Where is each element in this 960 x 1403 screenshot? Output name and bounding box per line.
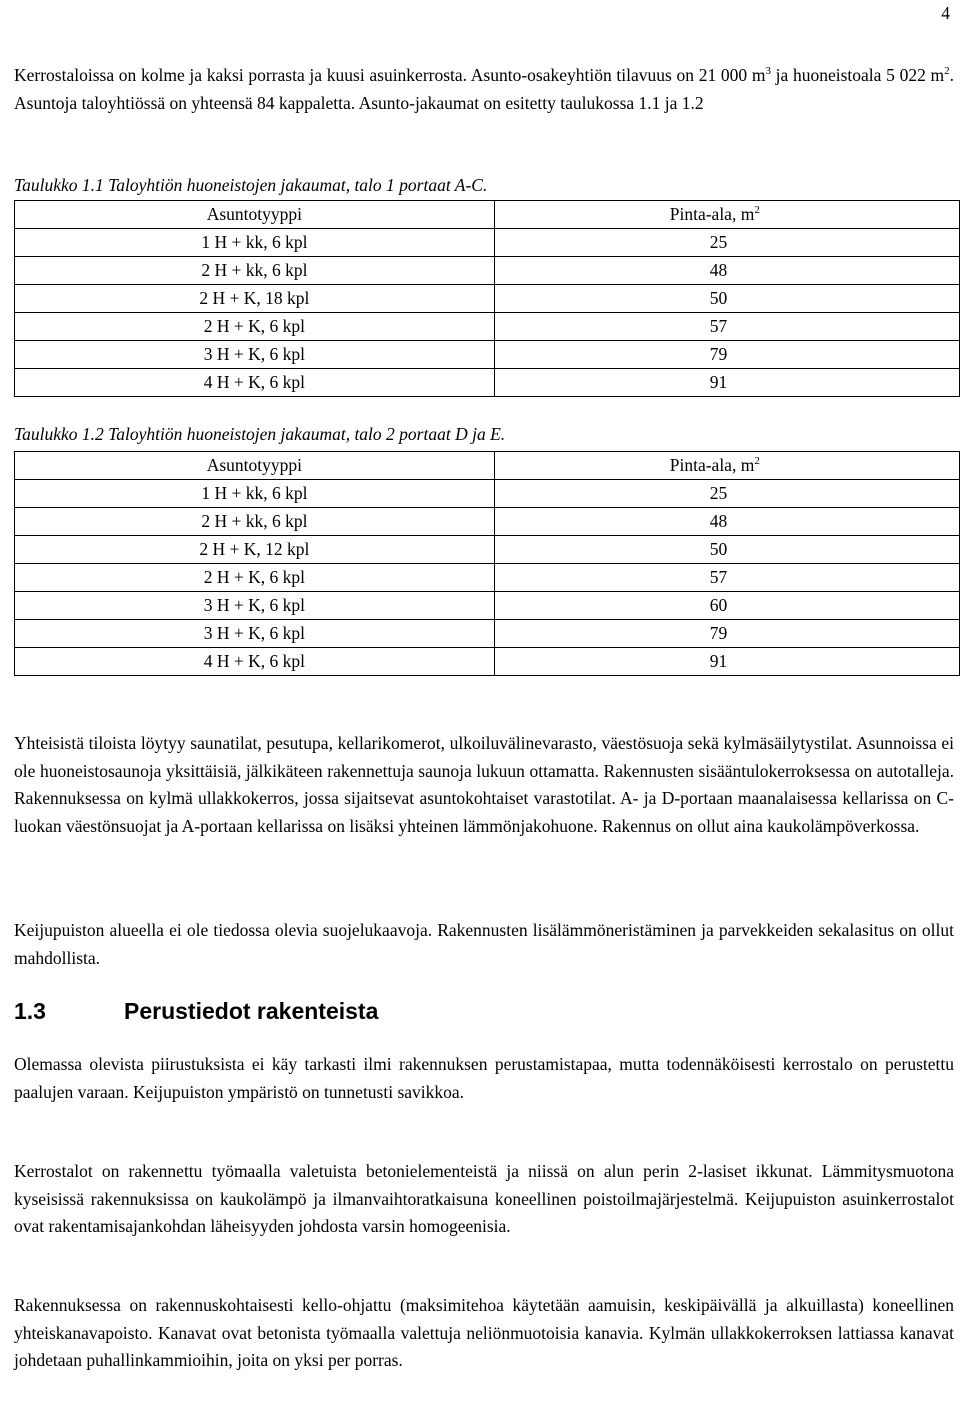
protection-paragraph: Keijupuiston alueella ei ole tiedossa olevia suojelukaavoja. Rakennusten lisälämmöneristäminen ja parvekkeiden sekalasitus on ollut mahdollista. <box>14 920 954 968</box>
table-row <box>15 592 960 620</box>
ventilation-paragraph: Rakennuksessa on rakennuskohtaisesti kello-ohjattu (maksimitehoa käytetään aamuisin, keskipäivällä ja alkuillasta) koneellinen yhteiskanavapoisto. Kanavat ovat betonista työmaalla valettuja neliönmuotoisia kanavia. Kylmän ullakkokerroksen lattiassa kanavat johdetaan puhallinkammioihin, joita on yksi per porras. <box>14 1295 954 1370</box>
table-row <box>15 229 960 257</box>
table-row <box>15 480 960 508</box>
intro-paragraph: Kerrostaloissa on kolme ja kaksi porrasta ja kuusi asuinkerrosta. Asunto-osakeyhtiön tilavuus on 21 000 $m^3$ ja huoneistoala 5 022 $m^2$. Asuntoja taloyhtiössä on yhteensä 84 kappaletta. Asunto-jakaumat on esitetty taulukossa 1.1 ja 1.2 <box>14 65 954 113</box>
cell-area: 57 <box>494 313 959 341</box>
table-row <box>15 648 960 676</box>
cell-area: 50 <box>494 285 959 313</box>
cell-area: 79 <box>494 341 959 369</box>
table-header-row <box>15 452 960 480</box>
cell-type: 2 H + kk, 6 kpl <box>15 257 495 285</box>
cell-type: 2 H + K, 18 kpl <box>15 285 495 313</box>
foundation-paragraph: Olemassa olevista piirustuksista ei käy tarkasti ilmi rakennuksen perustamistapaa, mutta todennäköisesti kerrostalo on perustettu paalujen varaan. Keijupuiston ympäristö on tunnetusti savikkoa. <box>14 1054 954 1102</box>
facilities-paragraph: Yhteisistä tiloista löytyy saunatilat, pesutupa, kellarikomerot, ulkoiluvälinevarasto, väestösuoja sekä kylmäsäilytystilat. Asunnoissa ei ole huoneistosaunoja yksittäisiä, jälkikäteen rakennettuja saunoja lukuun ottamatta. Rakennusten sisääntulokerroksessa on autotalleja. Rakennuksessa on kylmä ullakkokerros, jossa sijaitsevat asuntokohtaiset varastotilat. A- ja D-portaan maanalaisessa kellarissa on C-luokan väestönsuojat ja A-portaan kellarissa on lisäksi yhteinen lämmönjakohuone. Rakennus on ollut aina kaukolämpöverkossa. <box>14 733 954 836</box>
table-row <box>15 620 960 648</box>
cell-type: 1 H + kk, 6 kpl <box>15 480 495 508</box>
cell-area: 79 <box>494 620 959 648</box>
cell-type: 4 H + K, 6 kpl <box>15 369 495 397</box>
table-row <box>15 508 960 536</box>
cell-type: 3 H + K, 6 kpl <box>15 620 495 648</box>
section-heading <box>14 996 378 1026</box>
page-number: 4 <box>941 3 950 23</box>
cell-type: 3 H + K, 6 kpl <box>15 341 495 369</box>
section-number: 1.3 <box>14 998 46 1024</box>
structure-paragraph: Kerrostalot on rakennettu työmaalla valetuista betonielementeistä ja niissä on alun perin 2-lasiset ikkunat. Lämmitysmuotona kyseisissä rakennuksissa on kaukolämpö ja ilmanvaihtoratkaisuna koneellinen poistoilmajärjestelmä. Keijupuiston asuinkerrostalot ovat rakentamisajankohdan läheisyyden johdosta varsin homogeenisia. <box>14 1161 954 1236</box>
cell-area: 48 <box>494 257 959 285</box>
cell-type: 2 H + K, 12 kpl <box>15 536 495 564</box>
cell-area: 25 <box>494 229 959 257</box>
table-row <box>15 285 960 313</box>
cell-area: 48 <box>494 508 959 536</box>
table-header-row <box>15 201 960 229</box>
cell-area: 25 <box>494 480 959 508</box>
table-row <box>15 313 960 341</box>
column-header-type: Asuntotyyppi <box>15 452 495 480</box>
cell-area: 91 <box>494 369 959 397</box>
cell-area: 50 <box>494 536 959 564</box>
section-title: Perustiedot rakenteista <box>124 998 379 1024</box>
cell-type: 3 H + K, 6 kpl <box>15 592 495 620</box>
cell-area: 57 <box>494 564 959 592</box>
cell-area: 91 <box>494 648 959 676</box>
cell-type: 2 H + K, 6 kpl <box>15 564 495 592</box>
table-1-caption: Taulukko 1.1 Taloyhtiön huoneistojen jakaumat, talo 1 portaat A-C. <box>14 175 488 195</box>
column-header-area: Pinta-ala, $m^2$ <box>494 201 959 229</box>
cell-type: 4 H + K, 6 kpl <box>15 648 495 676</box>
cell-type: 2 H + K, 6 kpl <box>15 313 495 341</box>
table-row <box>15 369 960 397</box>
table-row <box>15 341 960 369</box>
column-header-area: Pinta-ala, $m^2$ <box>494 452 959 480</box>
cell-type: 2 H + kk, 6 kpl <box>15 508 495 536</box>
table-row <box>15 536 960 564</box>
table-row <box>15 564 960 592</box>
table-row <box>15 257 960 285</box>
column-header-type: Asuntotyyppi <box>15 201 495 229</box>
apartment-table-2 <box>14 451 960 676</box>
apartment-table-1 <box>14 200 960 397</box>
table-2-caption: Taulukko 1.2 Taloyhtiön huoneistojen jakaumat, talo 2 portaat D ja E. <box>14 424 506 444</box>
cell-type: 1 H + kk, 6 kpl <box>15 229 495 257</box>
cell-area: 60 <box>494 592 959 620</box>
